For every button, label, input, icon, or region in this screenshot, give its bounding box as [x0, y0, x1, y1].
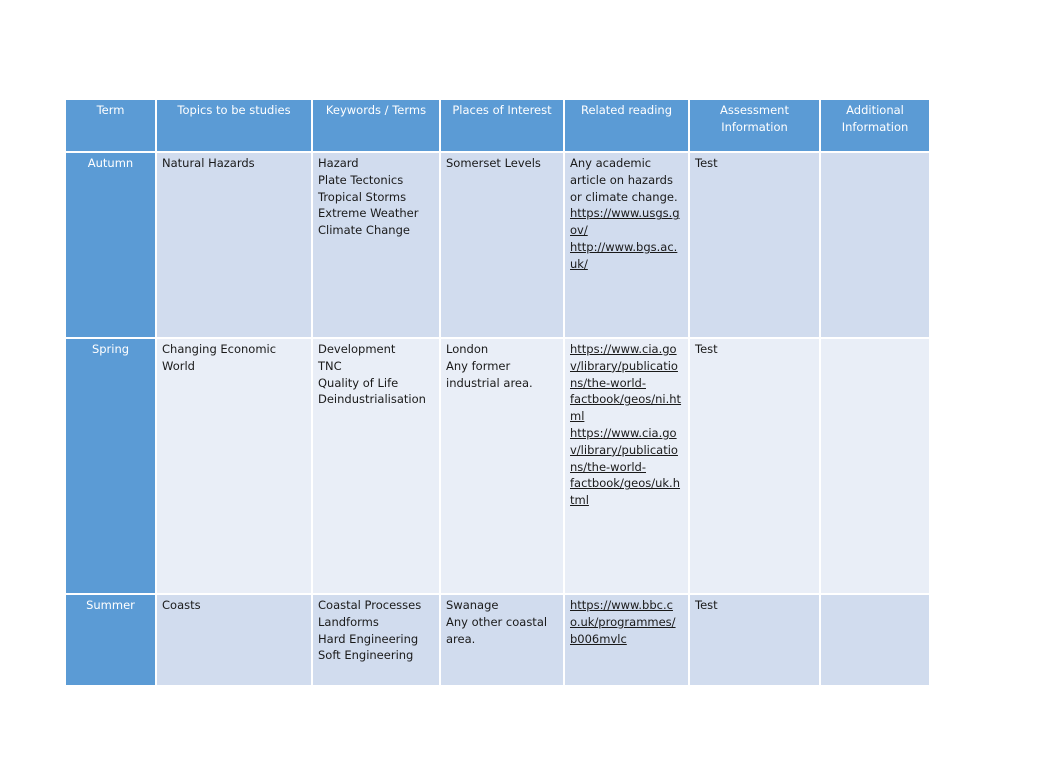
curriculum-table: [64, 98, 931, 687]
header-assessment: [689, 99, 820, 152]
header-keywords: [312, 99, 440, 152]
header-reading: [564, 99, 689, 152]
cell-text-line: article on hazards: [570, 172, 673, 187]
keywords-cell: [312, 594, 440, 686]
reading-link[interactable]: factbook/geos/uk.h: [570, 476, 681, 491]
header-label-line: Information: [721, 119, 788, 134]
cell-text-line: Plate Tectonics: [318, 172, 404, 187]
term-cell: [65, 594, 156, 686]
assessment-value: Test: [695, 598, 718, 612]
keywords-cell: [312, 338, 440, 594]
additional-cell: [820, 338, 930, 594]
assessment-cell: [689, 152, 820, 338]
cell-text-line: Changing Economic: [162, 342, 277, 356]
cell-text-line: London: [446, 342, 489, 356]
cell-text-line: TNC: [318, 358, 342, 373]
table-row: [65, 152, 930, 338]
header-label-line: Places of Interest: [452, 103, 552, 117]
places-cell: [440, 338, 564, 594]
cell-text-line: Climate Change: [318, 223, 410, 238]
term-label: Autumn: [87, 156, 134, 170]
topics-cell: [156, 594, 312, 686]
places-cell: [440, 152, 564, 338]
header-places: [440, 99, 564, 152]
cell-text-line: Hard Engineering: [318, 631, 419, 646]
cell-text-line: Deindustrialisation: [318, 392, 426, 407]
term-label: Spring: [91, 342, 130, 356]
reading-link[interactable]: o.uk/programmes/: [570, 614, 676, 629]
header-label-line: Topics to be studies: [177, 103, 291, 117]
reading-link[interactable]: uk/: [570, 256, 588, 271]
cell-text-line: Quality of Life: [318, 375, 399, 390]
cell-text-line: World: [162, 358, 195, 373]
cell-text-line: Coasts: [162, 598, 201, 612]
header-label-line: Information: [841, 119, 909, 134]
cell-text-line: Swanage: [446, 598, 499, 612]
reading-link[interactable]: v/library/publicatio: [570, 358, 678, 373]
cell-text-line: Landforms: [318, 614, 379, 629]
cell-text-line: Any academic: [570, 156, 652, 170]
cell-text-line: industrial area.: [446, 375, 533, 390]
reading-link[interactable]: ov/: [570, 223, 588, 238]
header-label-line: Related reading: [580, 103, 672, 117]
cell-text-line: area.: [446, 631, 476, 646]
reading-link[interactable]: https://www.bbc.c: [570, 598, 673, 612]
term-label: Summer: [86, 598, 135, 612]
additional-cell: [820, 594, 930, 686]
header-label-line: Assessment: [720, 103, 789, 117]
additional-value: [821, 153, 929, 155]
assessment-value: Test: [695, 156, 718, 170]
term-cell: [65, 338, 156, 594]
reading-link[interactable]: tml: [570, 493, 589, 508]
additional-value: [821, 595, 929, 597]
assessment-value: Test: [695, 342, 718, 356]
cell-text-line: or climate change.: [570, 189, 678, 204]
header-topics: [156, 99, 312, 152]
reading-link[interactable]: ns/the-world-: [570, 459, 646, 474]
assessment-cell: [689, 338, 820, 594]
reading-cell: [564, 338, 689, 594]
topics-cell: [156, 152, 312, 338]
additional-value: [821, 339, 929, 341]
reading-cell: [564, 594, 689, 686]
cell-text-line: Soft Engineering: [318, 648, 414, 663]
cell-text-line: Development: [318, 342, 396, 356]
reading-cell: [564, 152, 689, 338]
reading-link[interactable]: v/library/publicatio: [570, 442, 678, 457]
reading-link[interactable]: https://www.usgs.g: [570, 206, 680, 221]
cell-text-line: Any former: [446, 358, 511, 373]
cell-text-line: Coastal Processes: [318, 598, 422, 612]
header-label-line: Keywords / Terms: [325, 103, 427, 117]
reading-link[interactable]: ml: [570, 409, 585, 424]
cell-text-line: Somerset Levels: [446, 156, 541, 170]
term-cell: [65, 152, 156, 338]
table-row: [65, 338, 930, 594]
assessment-cell: [689, 594, 820, 686]
reading-link[interactable]: b006mvlc: [570, 631, 627, 646]
reading-link[interactable]: ns/the-world-: [570, 375, 646, 390]
cell-text-line: Hazard: [318, 156, 359, 170]
header-row: [65, 99, 930, 152]
header-label-line: Additional: [846, 103, 904, 117]
keywords-cell: [312, 152, 440, 338]
header-additional: [820, 99, 930, 152]
cell-text-line: Any other coastal: [446, 614, 548, 629]
places-cell: [440, 594, 564, 686]
cell-text-line: Natural Hazards: [162, 156, 255, 170]
topics-cell: [156, 338, 312, 594]
reading-link[interactable]: http://www.bgs.ac.: [570, 239, 678, 254]
additional-cell: [820, 152, 930, 338]
reading-link[interactable]: factbook/geos/ni.ht: [570, 392, 682, 407]
cell-text-line: Tropical Storms: [318, 189, 407, 204]
reading-link[interactable]: https://www.cia.go: [570, 342, 677, 356]
table-row: [65, 594, 930, 686]
header-label-line: Term: [96, 103, 125, 117]
header-term: [65, 99, 156, 152]
cell-text-line: Extreme Weather: [318, 206, 419, 221]
reading-link[interactable]: https://www.cia.go: [570, 425, 677, 440]
